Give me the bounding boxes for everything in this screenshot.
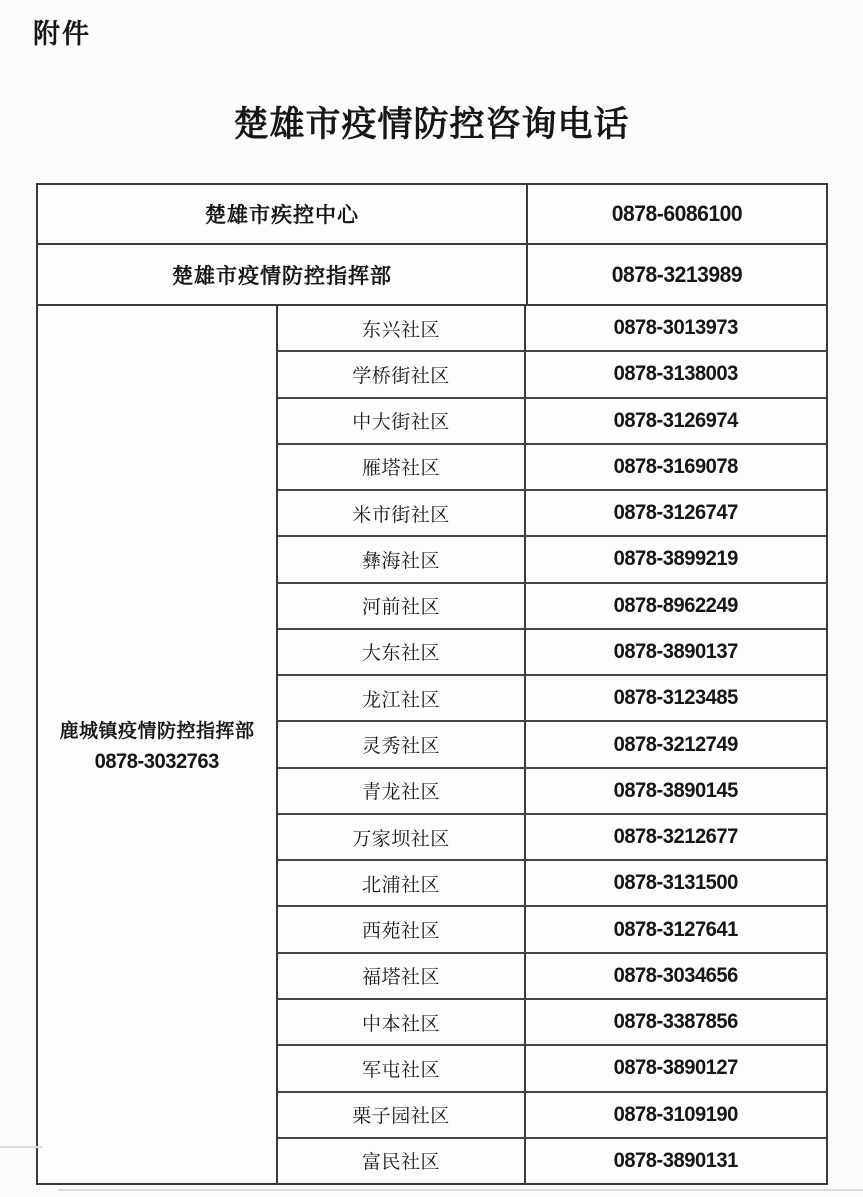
table-row [278, 491, 826, 537]
phone-cell [526, 954, 826, 998]
phone-number: 0878-3212749 [613, 732, 739, 756]
phone-directory-table [36, 183, 828, 1185]
phone-cell [526, 537, 826, 581]
community-name-cell: 灵秀社区 [278, 722, 526, 766]
table-row [38, 245, 826, 306]
phone-cell [526, 445, 826, 489]
phone-number: 0878-3123485 [613, 686, 739, 710]
table-row [278, 907, 826, 953]
community-name-cell: 福塔社区 [278, 954, 526, 998]
phone-cell [526, 630, 826, 674]
phone-cell [526, 491, 826, 535]
table-row [278, 352, 826, 398]
community-name-cell: 青龙社区 [278, 769, 526, 813]
table-row [278, 306, 826, 352]
phone-number: 0878-3034656 [613, 963, 739, 987]
table-row [278, 537, 826, 583]
table-row [278, 445, 826, 491]
phone-number: 0878-3899219 [613, 547, 739, 571]
community-name-cell: 北浦社区 [278, 861, 526, 905]
phone-cell [526, 352, 826, 396]
phone-cell [526, 676, 826, 720]
community-name-cell: 河前社区 [278, 584, 526, 628]
phone-number: 0878-8962249 [613, 593, 739, 617]
table-row [278, 769, 826, 815]
org-name-cell: 楚雄市疾控中心 [38, 185, 528, 243]
community-name-cell: 彝海社区 [278, 537, 526, 581]
phone-cell [526, 584, 826, 628]
phone-cell [526, 907, 826, 951]
phone-cell [526, 769, 826, 813]
community-name-cell: 雁塔社区 [278, 445, 526, 489]
phone-cell [526, 306, 826, 350]
phone-number: 0878-3212677 [613, 825, 739, 849]
phone-cell [526, 815, 826, 859]
table-row [278, 676, 826, 722]
table-row [278, 815, 826, 861]
phone-number: 0878-3126974 [613, 408, 739, 432]
table-row [278, 584, 826, 630]
phone-number: 0878-3127641 [613, 917, 739, 941]
phone-number: 0878-3131500 [613, 871, 739, 895]
table-row [278, 1093, 826, 1139]
phone-number: 0878-3109190 [613, 1102, 739, 1126]
page-edge-shadow [58, 1189, 863, 1191]
phone-cell [526, 1139, 826, 1183]
table-row [38, 185, 826, 245]
table-row [278, 954, 826, 1000]
photo-artifact [0, 1146, 42, 1148]
attachment-label: 附件 [33, 19, 91, 49]
community-name-cell: 学桥街社区 [278, 352, 526, 396]
org-name: 鹿城镇疫情防控指挥部 [59, 720, 255, 742]
page-title: 楚雄市疫情防控咨询电话 [233, 105, 630, 144]
community-name-cell: 米市街社区 [278, 491, 526, 535]
phone-number: 0878-3213989 [611, 261, 743, 287]
phone-number: 0878-3890127 [613, 1056, 739, 1080]
phone-number: 0878-3890145 [613, 778, 739, 802]
phone-cell [526, 1000, 826, 1044]
community-name-cell: 东兴社区 [278, 306, 526, 350]
phone-cell [528, 185, 826, 243]
table-row [278, 861, 826, 907]
org-name-cell: 楚雄市疫情防控指挥部 [38, 245, 528, 304]
table-row [278, 722, 826, 768]
community-name-cell: 军屯社区 [278, 1046, 526, 1090]
phone-number: 0878-3138003 [613, 362, 739, 386]
org-phone: 0878-3032763 [94, 749, 220, 773]
phone-cell [526, 1093, 826, 1137]
table-row [278, 630, 826, 676]
table-row [278, 1000, 826, 1046]
phone-number: 0878-3387856 [613, 1010, 739, 1034]
community-name-cell: 龙江社区 [278, 676, 526, 720]
town-command-section [38, 306, 826, 1183]
community-name-cell: 西苑社区 [278, 907, 526, 951]
table-row [278, 1046, 826, 1092]
community-rows [278, 306, 826, 1183]
community-name-cell: 中本社区 [278, 1000, 526, 1044]
phone-cell [526, 722, 826, 766]
phone-number: 0878-3890131 [613, 1148, 739, 1172]
phone-number: 0878-3013973 [613, 316, 739, 340]
community-name-cell: 中大街社区 [278, 399, 526, 443]
phone-number: 0878-3890137 [613, 639, 739, 663]
community-name-cell: 富民社区 [278, 1139, 526, 1183]
phone-number: 0878-3126747 [613, 501, 739, 525]
phone-number: 0878-3169078 [613, 454, 739, 478]
phone-number: 0878-6086100 [611, 201, 743, 226]
table-row [278, 399, 826, 445]
table-row [278, 1139, 826, 1183]
phone-cell [526, 861, 826, 905]
merged-org-cell [38, 306, 278, 1183]
community-name-cell: 万家坝社区 [278, 815, 526, 859]
community-name-cell: 大东社区 [278, 630, 526, 674]
phone-cell [526, 1046, 826, 1090]
phone-cell [528, 245, 826, 304]
phone-cell [526, 399, 826, 443]
community-name-cell: 栗子园社区 [278, 1093, 526, 1137]
